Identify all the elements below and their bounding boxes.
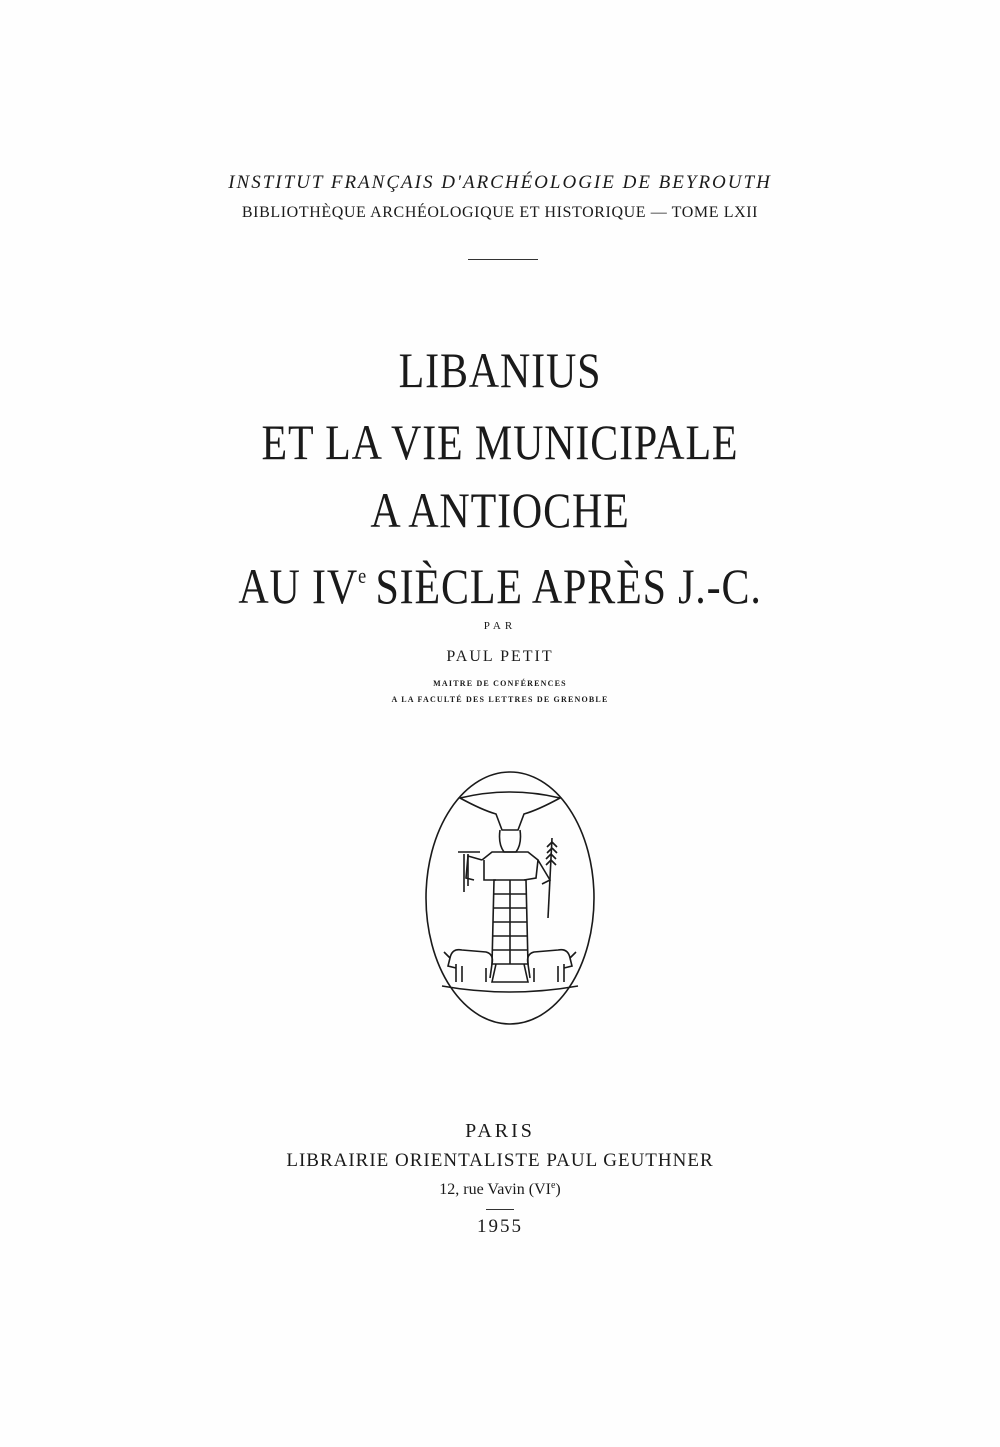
author-affiliation-2: A LA FACULTÉ DES LETTRES DE GRENOBLE bbox=[391, 695, 609, 704]
imprint-publisher: LIBRAIRIE ORIENTALISTE PAUL GEUTHNER bbox=[286, 1150, 714, 1171]
imprint-city: PARIS bbox=[465, 1120, 535, 1142]
title-line-4-prefix: AU IV bbox=[238, 558, 359, 614]
series-collection: BIBLIOTHÈQUE ARCHÉOLOGIQUE ET HISTORIQUE — TOME LXII bbox=[241, 204, 759, 221]
imprint-divider bbox=[486, 1209, 514, 1210]
address-suffix: ) bbox=[555, 1181, 561, 1198]
oval-seal-figure-with-bulls-icon bbox=[420, 768, 600, 1028]
byline-par: PAR bbox=[483, 620, 517, 632]
address-superscript: e bbox=[550, 1180, 556, 1191]
title-line-4-suffix: SIÈCLE APRÈS J.-C. bbox=[375, 558, 762, 614]
imprint-year: 1955 bbox=[477, 1216, 523, 1237]
author-affiliation-1: MAITRE DE CONFÉRENCES bbox=[433, 679, 567, 688]
address-prefix: 12, rue Vavin (VI bbox=[439, 1181, 551, 1198]
title-line-2: ET LA VIE MUNICIPALE bbox=[261, 414, 739, 470]
imprint-address bbox=[0, 1180, 1000, 1199]
divider-rule bbox=[468, 259, 538, 260]
author-name: PAUL PETIT bbox=[446, 648, 554, 665]
title-line-4-superscript: e bbox=[358, 563, 368, 588]
title-line-4 bbox=[80, 546, 920, 616]
title-line-3: A ANTIOCHE bbox=[370, 482, 630, 538]
series-institute: INSTITUT FRANÇAIS D'ARCHÉOLOGIE DE BEYROUTH bbox=[228, 172, 772, 193]
title-line-1: LIBANIUS bbox=[398, 342, 602, 398]
